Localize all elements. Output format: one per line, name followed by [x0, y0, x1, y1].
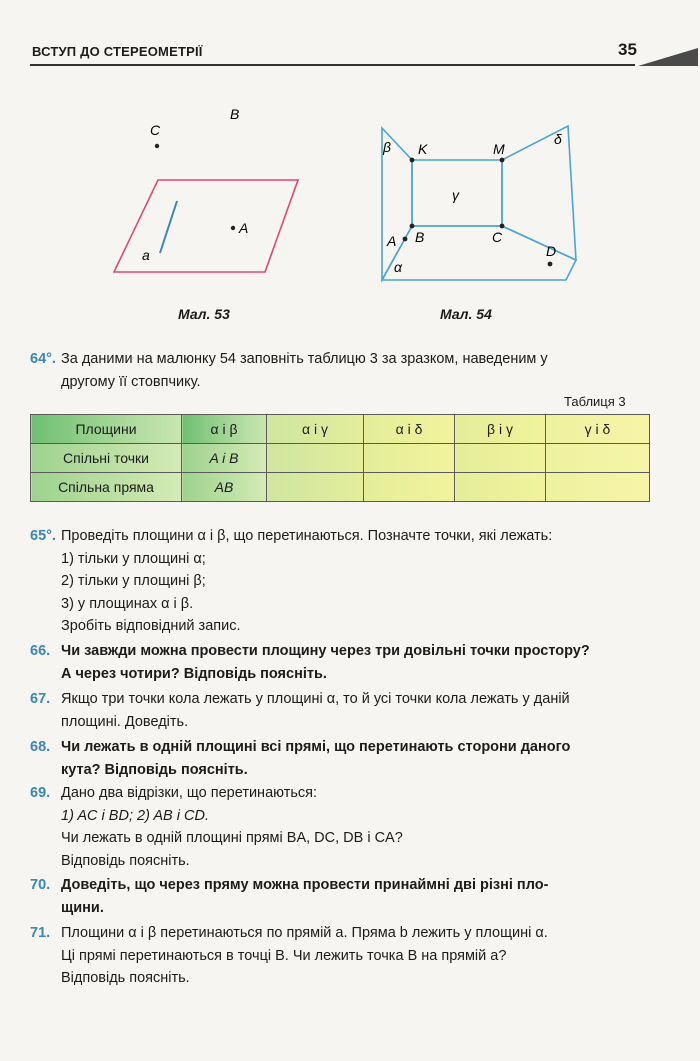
- table-cell: [267, 444, 364, 473]
- label-a: A: [239, 220, 249, 236]
- point-c: [155, 144, 159, 148]
- table-header: α і β: [182, 415, 267, 444]
- task-number: 65°.: [30, 528, 56, 544]
- task-number: 66.: [30, 643, 51, 659]
- table-cell: Спільна пряма: [31, 473, 182, 502]
- task-line: другому її стовпчику.: [61, 373, 201, 390]
- running-header-title: ВСТУП ДО СТЕРЕОМЕТРІЇ: [32, 44, 203, 59]
- task-line: А через чотири? Відповідь поясніть.: [61, 665, 327, 682]
- table-cell: [364, 473, 455, 502]
- point-d: [548, 262, 553, 267]
- label-line-a: a: [142, 247, 150, 263]
- task-line: площині. Доведіть.: [61, 713, 189, 730]
- table-cell: [546, 444, 650, 473]
- point-a: [231, 226, 235, 230]
- task-line: Ці прямі перетинаються в точці B. Чи лежить точка B на прямій a?: [61, 947, 507, 964]
- task-line: Чи лежать в одній площині прямі BA, DC, DB і CA?: [61, 830, 403, 846]
- point-b: [410, 224, 415, 229]
- task-line: Чи лежать в одній площині всі прямі, що перетинають сторони даного: [61, 739, 571, 755]
- table-header: α і δ: [364, 415, 455, 444]
- task-number: 69.: [30, 785, 51, 801]
- table-3: [30, 414, 650, 502]
- label-a: A: [387, 233, 397, 249]
- figure-54: [370, 118, 600, 303]
- point-m: [500, 158, 505, 163]
- task-number: 64°.: [30, 351, 56, 367]
- task-line: щини.: [61, 899, 104, 916]
- task-line: Відповідь поясніть.: [61, 970, 190, 986]
- label-delta: δ: [554, 131, 562, 147]
- point-a: [403, 237, 408, 242]
- task-64: [30, 348, 655, 393]
- label-m: M: [493, 141, 505, 157]
- label-b: B: [415, 229, 425, 245]
- table-header-row: [31, 415, 650, 444]
- task-line: 1) тільки у площині α;: [61, 550, 206, 567]
- task-line: Чи завжди можна провести площину через три довільні точки простору?: [61, 643, 590, 659]
- label-alpha: α: [394, 259, 402, 275]
- figure-54-caption: Мал. 54: [440, 306, 492, 322]
- label-c: C: [150, 122, 161, 138]
- task-line: 3) у площинах α і β.: [61, 595, 194, 612]
- plane-delta: [502, 126, 576, 260]
- task-number: 67.: [30, 691, 51, 707]
- label-gamma: γ: [452, 187, 459, 203]
- task-line: 1) AC і BD; 2) AB і CD.: [61, 807, 209, 824]
- header-rule: [30, 64, 635, 66]
- table-cell: [455, 444, 546, 473]
- label-beta: β: [383, 139, 391, 155]
- figure-53: [100, 95, 320, 290]
- task-number: 70.: [30, 877, 51, 893]
- task-67: [30, 688, 655, 733]
- table-cell: Спільні точки: [31, 444, 182, 473]
- task-65: [30, 525, 655, 638]
- task-70: [30, 874, 655, 919]
- table-header: β і γ: [455, 415, 546, 444]
- task-69: [30, 782, 655, 872]
- label-k: K: [418, 141, 428, 157]
- table-cell: [267, 473, 364, 502]
- task-number: 71.: [30, 925, 51, 941]
- table-header: γ і δ: [546, 415, 650, 444]
- task-line: Проведіть площини α і β, що перетинаються. Позначте точки, які лежать:: [61, 528, 553, 544]
- task-line: Якщо три точки кола лежать у площині α, то й усі точки кола лежать у даній: [61, 691, 570, 707]
- task-line: Площини α і β перетинаються по прямій a. Пряма b лежить у площині α.: [61, 925, 548, 941]
- task-68: [30, 736, 655, 781]
- task-number: 68.: [30, 739, 51, 755]
- table-cell: [546, 473, 650, 502]
- table-cell: A і B: [182, 444, 267, 473]
- task-line: Дано два відрізки, що перетинаються:: [61, 785, 318, 801]
- task-line: Відповідь поясніть.: [61, 852, 190, 869]
- task-71: [30, 922, 655, 990]
- task-66: [30, 640, 655, 685]
- page-number: 35: [618, 40, 637, 59]
- point-c: [500, 224, 505, 229]
- point-k: [410, 158, 415, 163]
- label-c: C: [492, 229, 503, 245]
- table-header: α і γ: [267, 415, 364, 444]
- task-line: Зробіть відповідний запис.: [61, 618, 241, 634]
- table-cell: [364, 444, 455, 473]
- task-line: За даними на малюнку 54 заповніть таблицю 3 за зразком, наведеним у: [61, 351, 548, 367]
- task-line: Доведіть, що через пряму можна провести принаймні дві різні пло-: [61, 877, 549, 893]
- label-d: D: [546, 243, 557, 259]
- line-a: [160, 201, 177, 253]
- table-caption: Таблиця 3: [564, 394, 626, 409]
- task-line: 2) тільки у площині β;: [61, 573, 206, 589]
- label-b: B: [230, 106, 240, 122]
- table-cell: AB: [182, 473, 267, 502]
- table-header: Площини: [31, 415, 182, 444]
- header-decoration: [638, 48, 698, 66]
- table-row: [31, 473, 650, 502]
- table-row: [31, 444, 650, 473]
- task-line: кута? Відповідь поясніть.: [61, 761, 248, 778]
- figure-53-caption: Мал. 53: [178, 306, 230, 322]
- table-cell: [455, 473, 546, 502]
